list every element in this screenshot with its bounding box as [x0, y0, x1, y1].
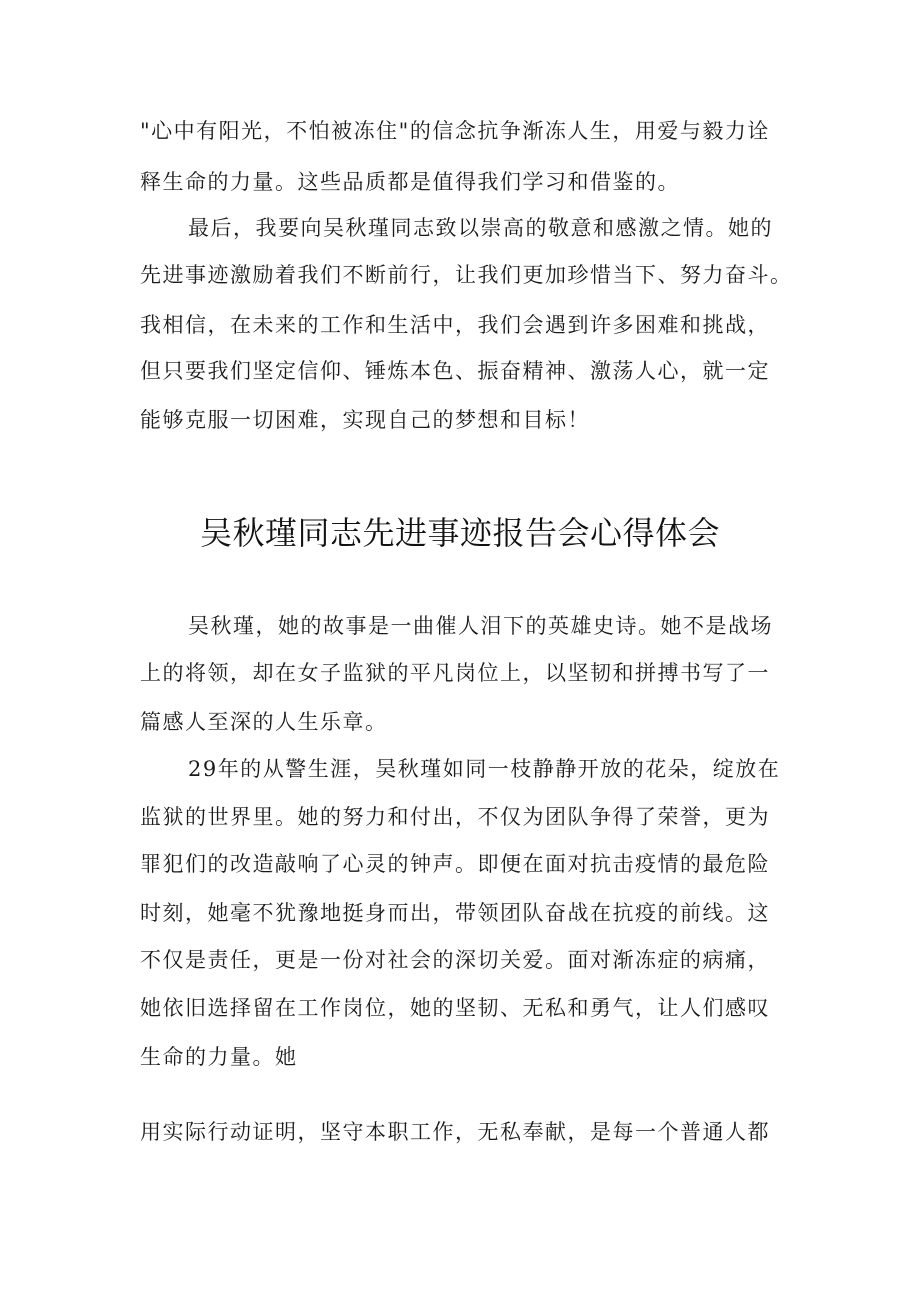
- paragraph-line: 罪犯们的改造敲响了心灵的钟声。即便在面对抗击疫情的最危险: [140, 852, 770, 876]
- paragraph-line: 能够克服一切困难，实现自己的梦想和目标！: [140, 408, 590, 432]
- paragraph-line: 用实际行动证明，坚守本职工作，无私奉献，是每一个普通人都: [140, 1120, 770, 1144]
- paragraph-line: 上的将领，却在女子监狱的平凡岗位上，以坚韧和拼搏书写了一: [140, 661, 770, 685]
- paragraph-line: 释生命的力量。这些品质都是值得我们学习和借鉴的。: [140, 170, 680, 194]
- paragraph-line: 时刻，她毫不犹豫地挺身而出，带领团队奋战在抗疫的前线。这: [140, 901, 770, 925]
- paragraph-line: 最后，我要向吴秋瑾同志致以崇高的敬意和感激之情。她的: [188, 216, 773, 240]
- paragraph-line: 不仅是责任，更是一份对社会的深切关爱。面对渐冻症的病痛，: [140, 948, 770, 972]
- paragraph-line: 但只要我们坚定信仰、锤炼本色、振奋精神、激荡人心，就一定: [140, 359, 770, 383]
- paragraph-line: 监狱的世界里。她的努力和付出，不仅为团队争得了荣誉，更为: [140, 805, 770, 829]
- paragraph-line: 先进事迹激励着我们不断前行，让我们更加珍惜当下、努力奋斗。: [140, 263, 793, 287]
- paragraph-line: 29年的从警生涯，吴秋瑾如同一枝静静开放的花朵，绽放在: [188, 757, 781, 781]
- paragraph-line: 吴秋瑾，她的故事是一曲催人泪下的英雄史诗。她不是战场: [188, 614, 773, 638]
- paragraph-line: 篇感人至深的人生乐章。: [140, 710, 388, 734]
- page-title: 吴秋瑾同志先进事迹报告会心得体会: [199, 514, 720, 552]
- paragraph-line: 生命的力量。她: [140, 1045, 298, 1069]
- paragraph-line: 我相信，在未来的工作和生活中，我们会遇到许多困难和挑战，: [140, 313, 770, 337]
- paragraph-line: 她依旧选择留在工作岗位，她的坚韧、无私和勇气，让人们感叹: [140, 996, 770, 1020]
- paragraph-line: "心中有阳光，不怕被冻住"的信念抗争渐冻人生，用爱与毅力诠: [140, 119, 770, 143]
